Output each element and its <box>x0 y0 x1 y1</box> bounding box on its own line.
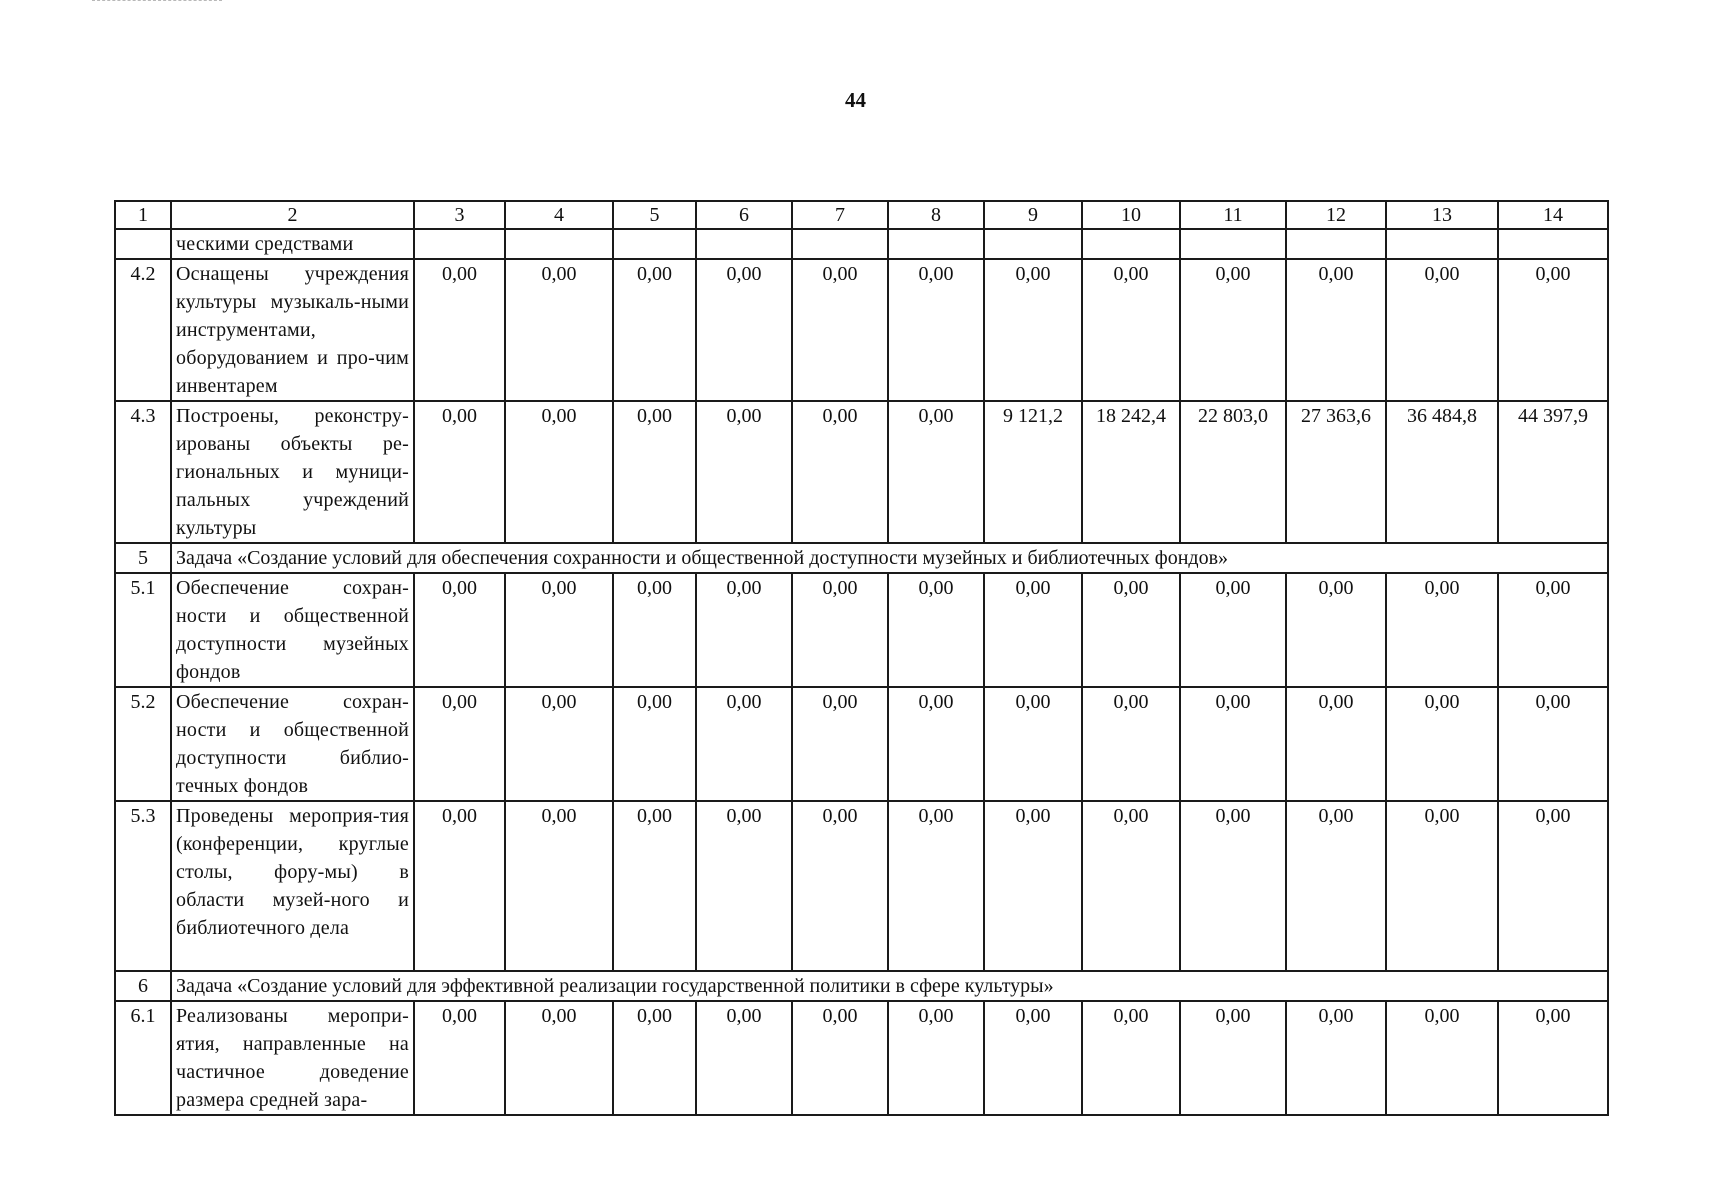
value-cell: 0,00 <box>888 401 984 543</box>
value-cell: 0,00 <box>696 401 792 543</box>
value-cell <box>696 229 792 259</box>
row-number: 5 <box>115 543 171 573</box>
value-cell: 0,00 <box>613 401 696 543</box>
value-cell: 0,00 <box>792 259 888 401</box>
value-cell: 0,00 <box>888 259 984 401</box>
column-header: 8 <box>888 201 984 229</box>
value-cell: 0,00 <box>1386 259 1498 401</box>
value-cell: 0,00 <box>1286 259 1386 401</box>
value-cell <box>1498 229 1608 259</box>
value-cell: 0,00 <box>1082 259 1180 401</box>
value-cell: 0,00 <box>1082 801 1180 971</box>
row-number <box>115 229 171 259</box>
value-cell: 0,00 <box>1082 573 1180 687</box>
value-cell: 18 242,4 <box>1082 401 1180 543</box>
value-cell <box>613 229 696 259</box>
value-cell: 0,00 <box>1286 573 1386 687</box>
row-description: Оснащены учреждения культуры музыкаль-ными инструментами, оборудованием и про-чим инвентарем <box>171 259 414 401</box>
value-cell: 0,00 <box>613 573 696 687</box>
row-number: 6 <box>115 971 171 1001</box>
column-header: 11 <box>1180 201 1286 229</box>
row-number: 6.1 <box>115 1001 171 1115</box>
column-header: 14 <box>1498 201 1608 229</box>
value-cell <box>1386 229 1498 259</box>
row-description: Реализованы меропри-ятия, направленные на частичное доведение размера средней зара- <box>171 1001 414 1115</box>
value-cell: 22 803,0 <box>1180 401 1286 543</box>
value-cell: 0,00 <box>888 573 984 687</box>
row-number: 5.3 <box>115 801 171 971</box>
value-cell: 0,00 <box>505 801 613 971</box>
table-row <box>115 687 1608 801</box>
value-cell: 0,00 <box>888 1001 984 1115</box>
value-cell: 0,00 <box>1286 687 1386 801</box>
value-cell: 0,00 <box>505 1001 613 1115</box>
value-cell: 0,00 <box>1180 259 1286 401</box>
value-cell: 27 363,6 <box>1286 401 1386 543</box>
value-cell: 0,00 <box>792 801 888 971</box>
task-title: Задача «Создание условий для обеспечения сохранности и общественной доступности музейных и библиотечных фондов» <box>171 543 1608 573</box>
table-row <box>115 801 1608 971</box>
value-cell <box>792 229 888 259</box>
value-cell: 0,00 <box>888 801 984 971</box>
table-row <box>115 259 1608 401</box>
row-description: Обеспечение сохран-ности и общественной доступности музейных фондов <box>171 573 414 687</box>
value-cell: 0,00 <box>1498 1001 1608 1115</box>
column-header: 5 <box>613 201 696 229</box>
value-cell: 0,00 <box>505 687 613 801</box>
table-row <box>115 573 1608 687</box>
column-header: 10 <box>1082 201 1180 229</box>
value-cell: 36 484,8 <box>1386 401 1498 543</box>
value-cell: 0,00 <box>1082 1001 1180 1115</box>
value-cell: 0,00 <box>1498 573 1608 687</box>
value-cell: 0,00 <box>1286 1001 1386 1115</box>
value-cell: 0,00 <box>792 1001 888 1115</box>
value-cell: 0,00 <box>984 801 1082 971</box>
value-cell: 0,00 <box>1498 259 1608 401</box>
column-header: 6 <box>696 201 792 229</box>
value-cell: 0,00 <box>505 573 613 687</box>
value-cell: 0,00 <box>984 1001 1082 1115</box>
value-cell: 0,00 <box>505 259 613 401</box>
value-cell: 0,00 <box>792 687 888 801</box>
task-title: Задача «Создание условий для эффективной реализации государственной политики в сфере культуры» <box>171 971 1608 1001</box>
row-description: Построены, реконстру-ированы объекты ре-гиональных и муници-пальных учреждений культуры <box>171 401 414 543</box>
column-header: 3 <box>414 201 505 229</box>
value-cell: 0,00 <box>1180 573 1286 687</box>
value-cell: 0,00 <box>696 259 792 401</box>
value-cell: 0,00 <box>792 573 888 687</box>
value-cell <box>888 229 984 259</box>
value-cell: 0,00 <box>1286 801 1386 971</box>
value-cell: 0,00 <box>984 687 1082 801</box>
scan-artifact <box>92 0 222 4</box>
row-number: 5.1 <box>115 573 171 687</box>
value-cell <box>1286 229 1386 259</box>
value-cell: 0,00 <box>696 1001 792 1115</box>
value-cell: 0,00 <box>696 687 792 801</box>
value-cell: 0,00 <box>1180 1001 1286 1115</box>
table-row <box>115 229 1608 259</box>
value-cell: 0,00 <box>1386 573 1498 687</box>
value-cell: 0,00 <box>613 1001 696 1115</box>
value-cell: 0,00 <box>1498 801 1608 971</box>
value-cell <box>984 229 1082 259</box>
value-cell: 0,00 <box>414 573 505 687</box>
value-cell: 0,00 <box>696 573 792 687</box>
row-description: ческими средствами <box>171 229 414 259</box>
value-cell: 0,00 <box>613 259 696 401</box>
task-row <box>115 971 1608 1001</box>
value-cell: 0,00 <box>414 687 505 801</box>
value-cell: 0,00 <box>1498 687 1608 801</box>
value-cell <box>414 229 505 259</box>
task-row <box>115 543 1608 573</box>
column-header: 4 <box>505 201 613 229</box>
row-number: 4.2 <box>115 259 171 401</box>
value-cell: 0,00 <box>1386 1001 1498 1115</box>
page-number: 44 <box>845 88 866 112</box>
value-cell <box>1180 229 1286 259</box>
value-cell: 0,00 <box>1180 687 1286 801</box>
value-cell: 0,00 <box>414 259 505 401</box>
table-row <box>115 1001 1608 1115</box>
table-row <box>115 401 1608 543</box>
value-cell: 0,00 <box>792 401 888 543</box>
column-header: 7 <box>792 201 888 229</box>
column-header: 2 <box>171 201 414 229</box>
table-header-row <box>115 201 1608 229</box>
value-cell: 0,00 <box>414 401 505 543</box>
row-description: Обеспечение сохран-ности и общественной доступности библио-течных фондов <box>171 687 414 801</box>
row-number: 4.3 <box>115 401 171 543</box>
column-header: 12 <box>1286 201 1386 229</box>
value-cell: 0,00 <box>505 401 613 543</box>
value-cell: 0,00 <box>613 801 696 971</box>
value-cell: 0,00 <box>414 1001 505 1115</box>
value-cell: 0,00 <box>1386 801 1498 971</box>
value-cell: 44 397,9 <box>1498 401 1608 543</box>
value-cell: 0,00 <box>984 259 1082 401</box>
value-cell <box>1082 229 1180 259</box>
column-header: 9 <box>984 201 1082 229</box>
budget-table <box>114 200 1609 1116</box>
table-body <box>115 201 1608 1115</box>
value-cell: 0,00 <box>696 801 792 971</box>
value-cell: 0,00 <box>1082 687 1180 801</box>
value-cell: 0,00 <box>984 573 1082 687</box>
value-cell: 0,00 <box>1386 687 1498 801</box>
column-header: 13 <box>1386 201 1498 229</box>
row-description: Проведены мероприя-тия (конференции, круглые столы, фору-мы) в области музей-ного и библиотечного дела <box>171 801 414 971</box>
value-cell: 0,00 <box>888 687 984 801</box>
value-cell: 0,00 <box>414 801 505 971</box>
value-cell: 0,00 <box>1180 801 1286 971</box>
row-number: 5.2 <box>115 687 171 801</box>
value-cell: 9 121,2 <box>984 401 1082 543</box>
value-cell: 0,00 <box>613 687 696 801</box>
value-cell <box>505 229 613 259</box>
column-header: 1 <box>115 201 171 229</box>
